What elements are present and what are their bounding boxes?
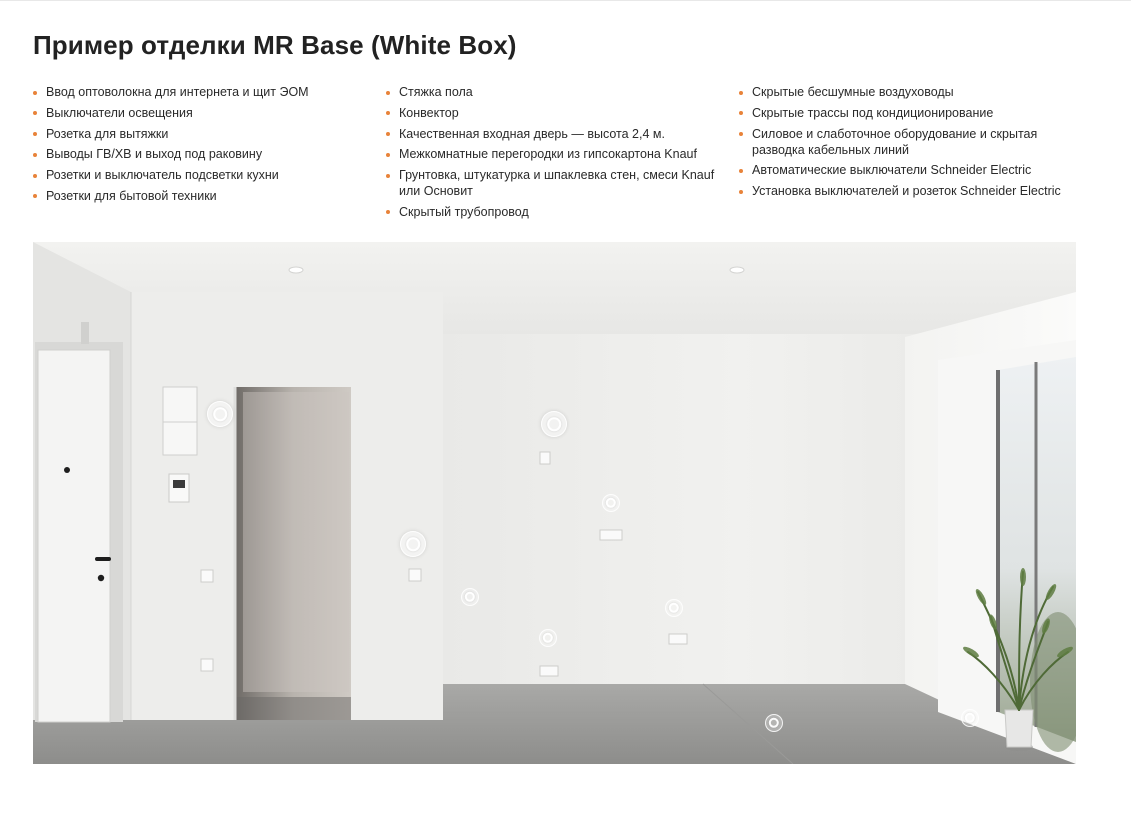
feature-item: Выводы ГВ/ХВ и выход под раковину — [33, 146, 386, 162]
hotspot-target-icon[interactable] — [541, 411, 567, 437]
feature-item: Грунтовка, штукатурка и шпаклевка стен, смеси Knauf или Основит — [386, 167, 739, 199]
hotspot-target-icon[interactable] — [961, 709, 979, 727]
feature-item: Скрытый трубопровод — [386, 204, 739, 220]
feature-item: Выключатели освещения — [33, 105, 386, 121]
feature-item: Конвектор — [386, 105, 739, 121]
hotspot-target-icon[interactable] — [207, 401, 233, 427]
feature-item: Межкомнатные перегородки из гипсокартона Knauf — [386, 146, 739, 162]
hotspot-target-icon[interactable] — [539, 629, 557, 647]
feature-item: Розетки и выключатель подсветки кухни — [33, 167, 386, 183]
features-list — [33, 84, 1093, 225]
feature-item: Скрытые бесшумные воздуховоды — [739, 84, 1093, 100]
feature-item: Установка выключателей и розеток Schneider Electric — [739, 183, 1093, 199]
feature-item: Качественная входная дверь — высота 2,4 м. — [386, 126, 739, 142]
hotspot-target-icon[interactable] — [665, 599, 683, 617]
interior-image — [33, 242, 1076, 764]
hotspot-target-icon[interactable] — [400, 531, 426, 557]
feature-item: Стяжка пола — [386, 84, 739, 100]
feature-item: Розетки для бытовой техники — [33, 188, 386, 204]
features-column-1 — [33, 84, 386, 225]
hotspot-target-icon[interactable] — [602, 494, 620, 512]
features-column-3 — [739, 84, 1093, 225]
hotspot-target-icon[interactable] — [461, 588, 479, 606]
feature-item: Розетка для вытяжки — [33, 126, 386, 142]
feature-item: Скрытые трассы под кондиционирование — [739, 105, 1093, 121]
feature-item: Ввод оптоволокна для интернета и щит ЭОМ — [33, 84, 386, 100]
interior-illustration — [33, 242, 1076, 764]
feature-item: Автоматические выключатели Schneider Electric — [739, 162, 1093, 178]
features-column-2 — [386, 84, 739, 225]
top-divider — [0, 0, 1131, 1]
feature-item: Силовое и слаботочное оборудование и скрытая разводка кабельных линий — [739, 126, 1093, 158]
page-title: Пример отделки MR Base (White Box) — [33, 30, 517, 60]
hotspot-target-icon[interactable] — [765, 714, 783, 732]
